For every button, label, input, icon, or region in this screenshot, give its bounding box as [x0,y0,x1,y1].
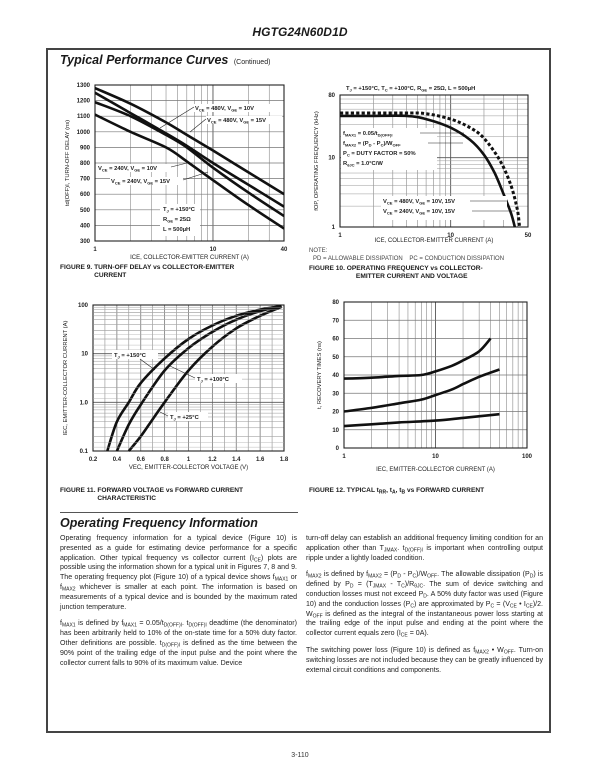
text-column-right [306,534,543,682]
fig9-annotation-tj: $T_J = +150^\circ C$ [163,207,195,214]
fig12-ytick: 40 [332,373,339,379]
fig11-xlabel: VEC, EMITTER-COLLECTOR VOLTAGE (V) [128,465,249,471]
document-part-number: HGTG24N60D1D [252,25,348,39]
fig12-xlabel: IEC, EMITTER-COLLECTOR CURRENT (A) [376,467,495,473]
fig12-ytick: 80 [332,300,339,306]
caption-fig10-text: OPERATING FREQUENCY vs COLLECTOR- EMITTER CURRENT AND VOLTAGE [346,265,483,281]
fig12-grid [344,302,527,448]
caption-fig11-text: FORWARD VOLTAGE vs FORWARD CURRENT CHARACTERISTIC [97,487,244,503]
fig10-note-text: PD = ALLOWABLE DISSIPATION PC = CONDUCTION DISSIPATION [313,256,505,262]
fig9-ytick: 300 [79,239,90,245]
fig10-label-240v: $V_{CE} = 240V$, $V_{GE} = 10V$, 15V [383,209,455,216]
fig11-label-150c: $T_J = +150^\circ C$ [114,353,146,360]
fig11-xtick: 1.2 [208,457,217,463]
fig9-annotation-l: L = 500µH [163,227,191,233]
fig9-xtick: 1 [93,247,97,253]
fig9-label-480v-10v: $V_{CE} = 480V$, $V_{GE} = 10V$ [195,106,254,113]
fig11-ytick: 100 [77,303,88,309]
fig10-note-label: NOTE: [309,248,328,254]
fig12-ytick: 20 [332,409,339,416]
fig12-series-0 [344,339,491,379]
fig10-label-480v: $V_{CE} = 480V$, $V_{GE} = 10V$, 15V [383,199,455,206]
fig11-ylabel: IEC, EMITTER-COLLECTOR CURRENT (A) [63,320,69,436]
fig12-ytick: 0 [335,446,339,452]
fig9-annotation-rge: $R_{GE} = 25\Omega$ [163,217,191,224]
fig12-series-2 [344,414,500,426]
caption-fig12-num: FIGURE 12. [309,487,345,494]
fig10-xtick: 1 [338,233,342,239]
page-number: 3-110 [291,752,309,759]
caption-fig9-num: FIGURE 9. [60,264,93,271]
fig9-ytick: 600 [79,192,90,199]
fig9-ytick: 1100 [76,114,90,121]
fig9-ytick: 1000 [76,129,90,136]
paragraph-4: The switching power loss (Figure 10) is defined as $f_{MAX2}$ • $W_{OFF}$. Turn-on switching losses are not included because they can be greatly influenced by external circuit conditions and components. [306,646,543,674]
fig11-xtick: 0.8 [160,457,169,463]
fig10-xlabel: ICE, COLLECTOR-EMITTER CURRENT (A) [374,238,494,244]
fig9-xtick: 10 [209,247,217,253]
fig9-ytick: 1200 [76,98,90,105]
fig12-ytick: 10 [332,427,339,434]
paragraph-3: $f_{MAX2}$ is defined by $f_{MAX2} = (P_D - P_C)/W_{OFF}$. The allowable dissipation $(P_D)$ is defined by $P_D = (T_{JMAX} - T_C)/R_{\theta JC}$. The sum of device switching and conduction losses must not exceed $P_D$. A 50% duty factor was used (Figure 10) and the conduction losses $(P_C)$ are approximated by $P_C = (V_{CE}$ • $I_{CE})/2$. $W_{OFF}$ is defined as the integral of the instantaneous power loss starting at the trailing edge of the input pulse and ending at the point where the collector current equals zero $(I_{CE} = 0A)$. [306,571,544,639]
fig12-xtick: 10 [432,454,439,460]
fig10-ytick: 80 [328,93,335,99]
fig11-xtick: 1 [186,457,191,463]
paragraph-2-cont: turn-off delay can establish an additional frequency limiting condition for an application other than $T_{JMAX}$. $t_{D(OFF)I}$ is important when controlling output ripple under a lightly loaded condition. [306,535,544,562]
fig9-label-240v-10v: $V_{CE} = 240V$, $V_{GE} = 10V$ [98,166,157,173]
fig9-label-480v-15v: $V_{CE} = 480V$, $V_{GE} = 15V$ [207,118,266,125]
fig12-xtick: 1 [342,454,346,460]
caption-fig12-text: TYPICAL $t_{RR}$, $t_A$, $t_B$ vs FORWARD CURRENT [346,487,485,496]
fig9-ytick: 1300 [76,83,90,89]
fig11-xtick: 1.4 [232,457,241,463]
caption-fig11-num: FIGURE 11. [60,487,96,494]
fig9-ytick: 500 [79,207,90,214]
fig11-label-25c: $T_J = +25^\circ C$ [170,415,199,422]
paragraph-2: $f_{MAX1}$ is defined by $f_{MAX1} = 0.05/t_{D(OFF)I}$. $t_{D(OFF)I}$ deadtime (the denominator) has been arbitrarily held to 10% of the on-state time for a 50% duty factor. Other definitions are possible. $t_{D(OFF)I}$ is defined as the time between the 90% point of the trailing edge of the input pulse and the point where the collector current falls to 90% of its maximum value. Device [60,620,297,667]
fig11-ytick: 1.0 [79,400,88,407]
fig9-ytick: 400 [79,223,90,230]
fig11-xtick: 1.6 [255,457,265,463]
fig11-xtick: 0.4 [112,457,122,463]
fig10-ylabel: fOP, OPERATING FREQUENCY (kHz) [314,111,320,211]
fig10-ytick: 1 [331,225,335,231]
caption-fig9-text: TURN-OFF DELAY vs COLLECTOR-EMITTER CURRENT [94,264,235,280]
fig11-xtick: 0.6 [136,457,145,463]
fig10-annotation-fmax2: $f_{MAX2} = (P_D - P_C)/W_{OFF}$ [343,141,401,148]
fig11-label-100c: $T_J = +100^\circ C$ [197,377,229,384]
fig10-ytick: 10 [328,155,335,162]
fig10-annotation-rthjc: $R_{\theta JC} = 1.0^\circ C/W$ [343,161,383,168]
section-divider [60,512,298,513]
fig11-xtick: 0.2 [88,457,98,463]
fig12-ylabel: t, RECOVERY TIMES (ns) [317,341,323,409]
fig9-label-240v-15v: $V_{CE} = 240V$, $V_{GE} = 15V$ [111,179,170,186]
section-title-operating-frequency: Operating Frequency Information [60,516,258,530]
fig9-ytick: 900 [79,145,90,152]
fig11-xtick: 1.8 [279,457,289,463]
curves-subtitle: (Continued) [233,59,271,66]
paragraph-1: Operating frequency information for a typical device (Figure 10) is presented as a guide for estimating device performance for a specific application. Other typical frequency vs collector current $(I_{CE})$ plots are possible using the information shown for a typical unit in Figures 7, 8 and 9. The operating frequency plot (Figure 10) of a typical device shows $f_{MAX1}$ or $f_{MAX2}$ whichever is smaller at each point. The information is based on measurements of a typical device and is bounded by the maximum rated junction temperature. [60,535,297,611]
fig12-xtick: 100 [521,454,533,460]
fig12-ytick: 70 [332,318,339,325]
fig9-ylabel: td(OFF)I, TURN-OFF DELAY (ns) [65,119,71,207]
fig11-ytick: 0.1 [79,449,88,455]
fig12-ytick: 50 [332,354,339,361]
fig11-ytick: 10 [81,351,88,358]
caption-fig10-num: FIGURE 10. [309,265,345,272]
fig10-annotation-pc: $P_C$ = DUTY FACTOR = 50% [343,151,416,158]
fig10-conditions: $T_J = +150^\circ C$, $T_C = +100^\circ C$, $R_{GE} = 25\Omega$, L = 500µH [346,86,476,93]
fig10-xtick: 10 [447,233,454,239]
text-column-left [60,534,297,675]
fig9-ytick: 800 [79,161,90,167]
fig9-ytick: 700 [79,176,90,183]
fig12-ytick: 60 [332,336,339,343]
fig10-annotation-fmax1: $f_{MAX1} = 0.05/t_{D(OFF)I}$ [343,131,393,138]
fig10-xtick: 50 [524,233,532,239]
curves-title-text: Typical Performance Curves [60,53,229,67]
caption-fig12 [309,487,549,495]
fig12-ytick: 30 [332,391,339,398]
fig9-xlabel: ICE, COLLECTOR-EMITTER CURRENT (A) [130,255,249,261]
fig9-xtick: 40 [280,247,288,253]
